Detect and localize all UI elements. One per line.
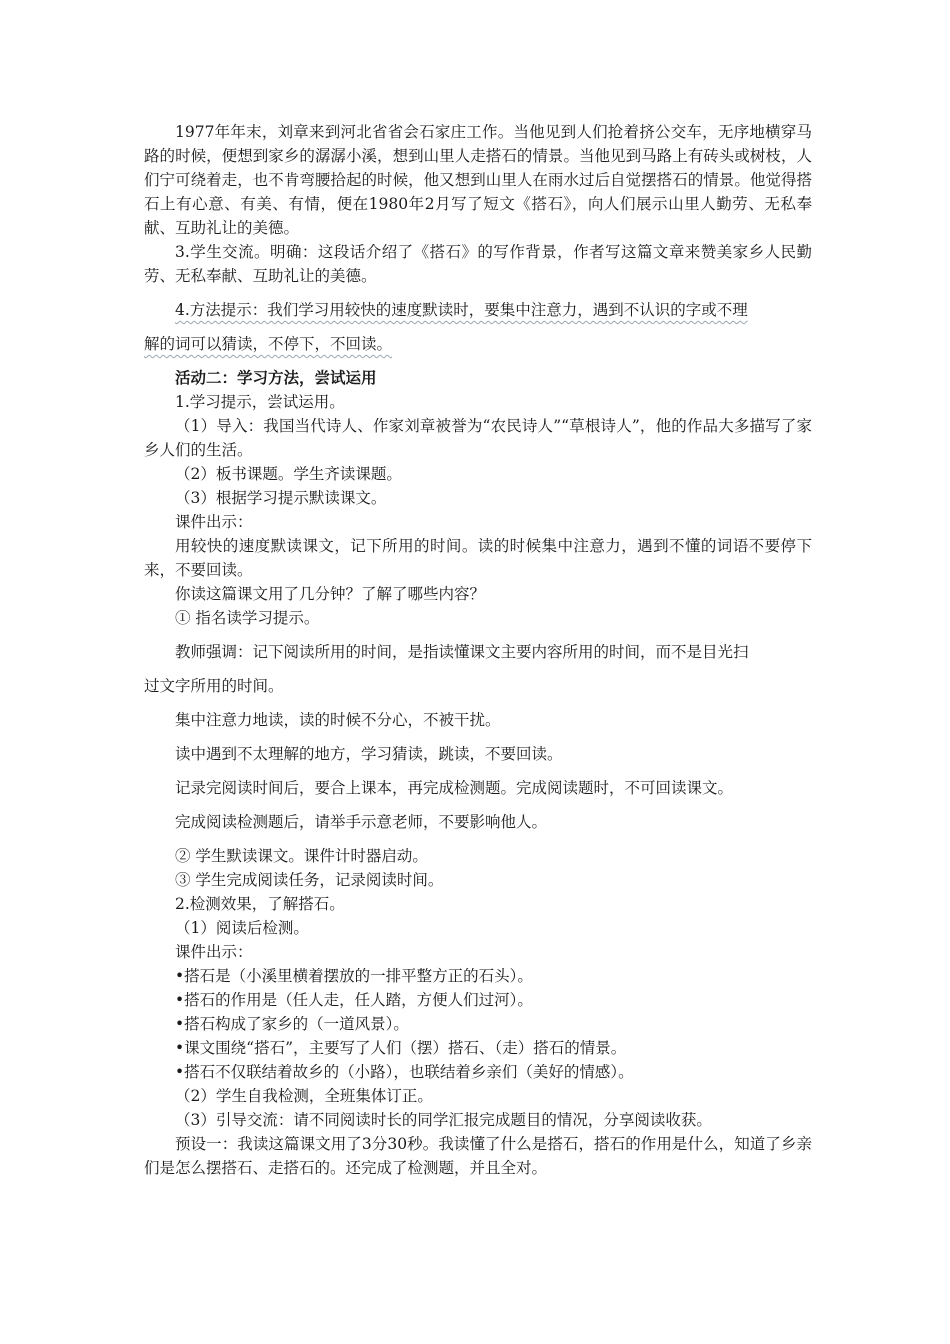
courseware-label-1: 课件出示： <box>175 513 253 531</box>
activity-two-heading: 活动二：学习方法，尝试运用 <box>175 368 377 387</box>
bullet-item: •搭石构成了家乡的（一道风景）。 <box>175 1015 409 1033</box>
teacher-emphasis-line-2: 过文字所用的时间。 <box>144 677 284 695</box>
method-tip-text-2: 解的词可以猜读，不停下，不回读。 <box>144 335 393 353</box>
learning-tip-item: 1.学习提示，尝试运用。 <box>175 393 345 411</box>
method-tip-line-2 <box>144 332 812 356</box>
courseware-label-2: 课件出示： <box>175 943 253 961</box>
step-three-line: ③ 学生完成阅读任务，记录阅读时间。 <box>175 871 444 889</box>
bullet-item: •搭石是（小溪里横着摆放的一排平整方正的石头）。 <box>175 967 533 985</box>
check-effect-line: 2.检测效果，了解搭石。 <box>175 895 345 913</box>
question-line: 你读这篇课文用了几分钟？了解了哪些内容？ <box>175 585 486 603</box>
student-exchange-paragraph: 3.学生交流。明确：这段话介绍了《搭石》的写作背景，作者写这篇文章来赞美家乡人民勤劳、无私奉献、互助礼让的美德。 <box>144 243 812 285</box>
document-page <box>144 120 812 1180</box>
focus-line: 集中注意力地读，读的时候不分心，不被干扰。 <box>175 711 501 729</box>
background-paragraph: 1977年年末，刘章来到河北省省会石家庄工作。当他见到人们抢着挤公交车，无序地横穿马路的时候，便想到家乡的潺潺小溪，想到山里人走搭石的情景。当他见到马路上有砖头或树枝，人们宁可绕着走，也不肯弯腰拾起的时候，他又想到山里人在雨水过后自觉摆搭石的情景。他觉得搭石上有心意、有美、有情，便在1980年2月写了短文《搭石》，向人们展示山里人勤劳、无私奉献、互助礼让的美德。 <box>144 123 812 237</box>
guess-read-line: 读中遇到不太理解的地方，学习猜读，跳读，不要回读。 <box>175 745 563 763</box>
silent-read-line: （3）根据学习提示默读课文。 <box>175 489 387 507</box>
method-tip-text-1: 4.方法提示：我们学习用较快的速度默读时，要集中注意力，遇到不认识的字或不理 <box>175 301 748 319</box>
record-time-line: 记录完阅读时间后，要合上课本，再完成检测题。完成阅读题时，不可回读课文。 <box>175 779 734 797</box>
teacher-emphasis-line-1: 教师强调：记下阅读所用的时间，是指读懂课文主要内容所用的时间，而不是目光扫 <box>175 643 749 661</box>
self-check-line: （2）学生自我检测，全班集体订正。 <box>175 1087 433 1105</box>
raise-hand-line: 完成阅读检测题后，请举手示意老师，不要影响他人。 <box>175 813 548 831</box>
bullet-item: •课文围绕“搭石”，主要写了人们（摆）搭石、（走）搭石的情景。 <box>175 1039 627 1057</box>
intro-paragraph: （1）导入：我国当代诗人、作家刘章被誉为“农民诗人”“草根诗人”，他的作品大多描写了家乡人们的生活。 <box>144 417 812 459</box>
method-tip-line-1 <box>144 298 812 322</box>
courseware-content-paragraph: 用较快的速度默读课文，记下所用的时间。读的时候集中注意力，遇到不懂的词语不要停下来，不要回读。 <box>144 537 812 579</box>
guided-exchange-line: （3）引导交流：请不同阅读时长的同学汇报完成题目的情况，分享阅读收获。 <box>175 1111 712 1129</box>
bullet-item: •搭石的作用是（任人走，任人踏，方便人们过河）。 <box>175 991 533 1009</box>
preset-one-paragraph: 预设一：我读这篇课文用了3分30秒。我读懂了什么是搭石，搭石的作用是什么，知道了乡亲们是怎么摆搭石、走搭石的。还完成了检测题，并且全对。 <box>144 1135 812 1177</box>
bullet-item: •搭石不仅联结着故乡的（小路），也联结着乡亲们（美好的情感）。 <box>175 1063 634 1081</box>
board-title-line: （2）板书课题。学生齐读课题。 <box>175 465 402 483</box>
step-one-line: ① 指名读学习提示。 <box>175 609 320 627</box>
step-two-line: ② 学生默读课文。课件计时器启动。 <box>175 847 428 865</box>
post-read-test-line: （1）阅读后检测。 <box>175 919 309 937</box>
